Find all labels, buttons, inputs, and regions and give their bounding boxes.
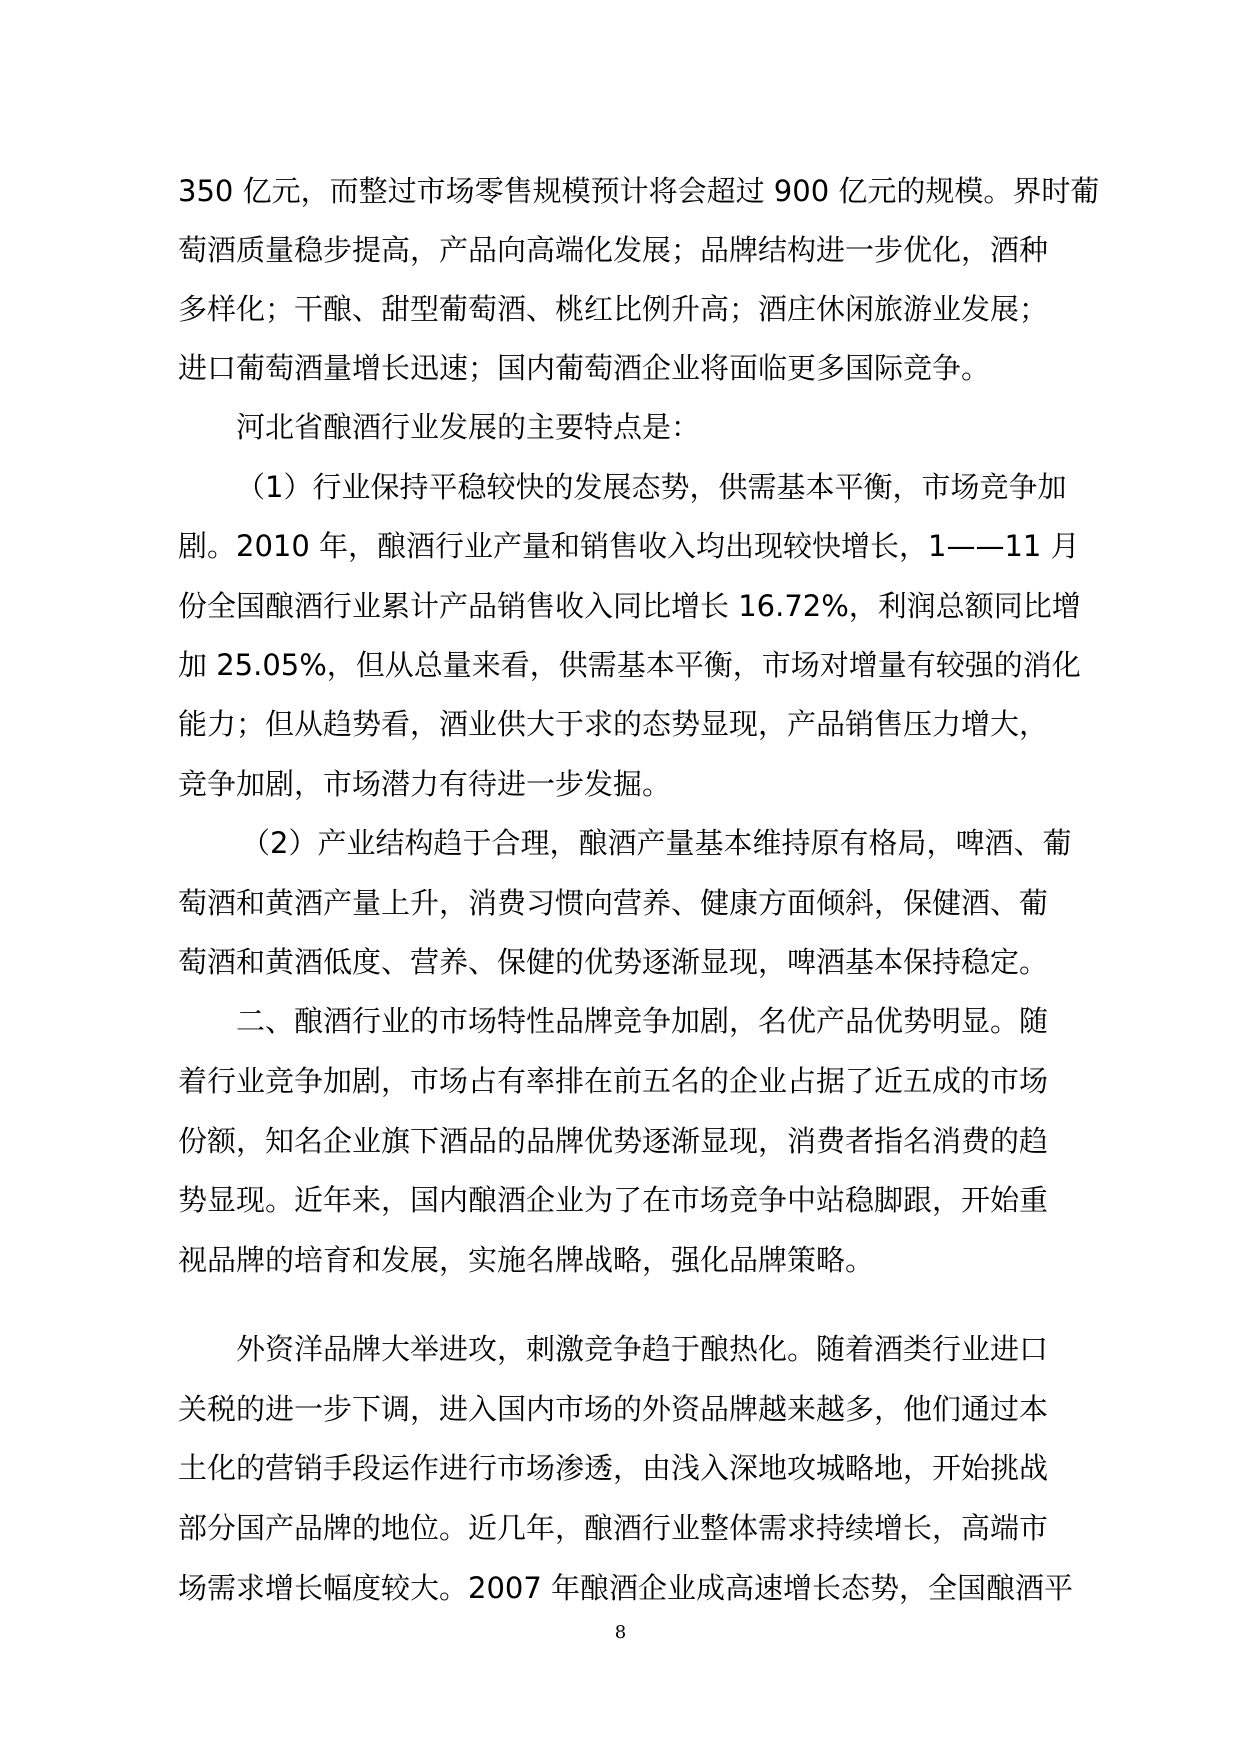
text-line: 势显现。近年来，国内酿酒企业为了在市场竞争中站稳脚跟，开始重	[178, 1183, 1049, 1217]
text-line: （1）行业保持平稳较快的发展态势，供需基本平衡，市场竞争加	[236, 470, 1067, 504]
text-line: 能力；但从趋势看，酒业供大于求的态势显现，产品销售压力增大，	[178, 707, 1049, 741]
text-line: 剧。2010 年，酿酒行业产量和销售收入均出现较快增长，1——11 月	[178, 529, 1080, 563]
text-line: 加 25.05%，但从总量来看，供需基本平衡，市场对增量有较强的消化	[178, 648, 1081, 682]
text-line: 部分国产品牌的地位。近几年，酿酒行业整体需求持续增长，高端市	[178, 1511, 1049, 1545]
text-line: 土化的营销手段运作进行市场渗透，由浅入深地攻城略地，开始挑战	[178, 1451, 1049, 1485]
text-line: 份额，知名企业旗下酒品的品牌优势逐渐显现，消费者指名消费的趋	[178, 1124, 1049, 1158]
text-line: 350 亿元，而整过市场零售规模预计将会超过 900 亿元的规模。界时葡	[178, 174, 1100, 208]
text-line: 着行业竞争加剧，市场占有率排在前五名的企业占据了近五成的市场	[178, 1064, 1049, 1098]
text-line: 萄酒和黄酒产量上升，消费习惯向营养、健康方面倾斜，保健酒、葡	[178, 886, 1049, 920]
text-line: 份全国酿酒行业累计产品销售收入同比增长 16.72%，利润总额同比增	[178, 589, 1081, 623]
text-line: 视品牌的培育和发展，实施名牌战略，强化品牌策略。	[178, 1243, 875, 1277]
text-line: （2）产业结构趋于合理，酿酒产量基本维持原有格局，啤酒、葡	[241, 826, 1072, 860]
text-line: 萄酒和黄酒低度、营养、保健的优势逐渐显现，啤酒基本保持稳定。	[178, 945, 1049, 979]
paragraph-heading: 河北省酿酒行业发展的主要特点是：	[236, 410, 701, 444]
text-line: 多样化；干酿、甜型葡萄酒、桃红比例升高；酒庄休闲旅游业发展；	[178, 292, 1049, 326]
text-line: 萄酒质量稳步提高，产品向高端化发展；品牌结构进一步优化，酒种	[178, 233, 1049, 267]
text-line: 竞争加剧，市场潜力有待进一步发掘。	[178, 767, 672, 801]
text-line: 关税的进一步下调，进入国内市场的外资品牌越来越多，他们通过本	[178, 1392, 1049, 1426]
text-line: 场需求增长幅度较大。2007 年酿酒企业成高速增长态势，全国酿酒平	[178, 1571, 1074, 1605]
text-line: 二、酿酒行业的市场特性品牌竞争加剧，名优产品优势明显。随	[236, 1004, 1049, 1038]
page-number: 8	[614, 1622, 627, 1643]
text-line: 进口葡萄酒量增长迅速；国内葡萄酒企业将面临更多国际竞争。	[178, 351, 991, 385]
text-line: 外资洋品牌大举进攻，刺激竞争趋于酿热化。随着酒类行业进口	[236, 1332, 1049, 1366]
